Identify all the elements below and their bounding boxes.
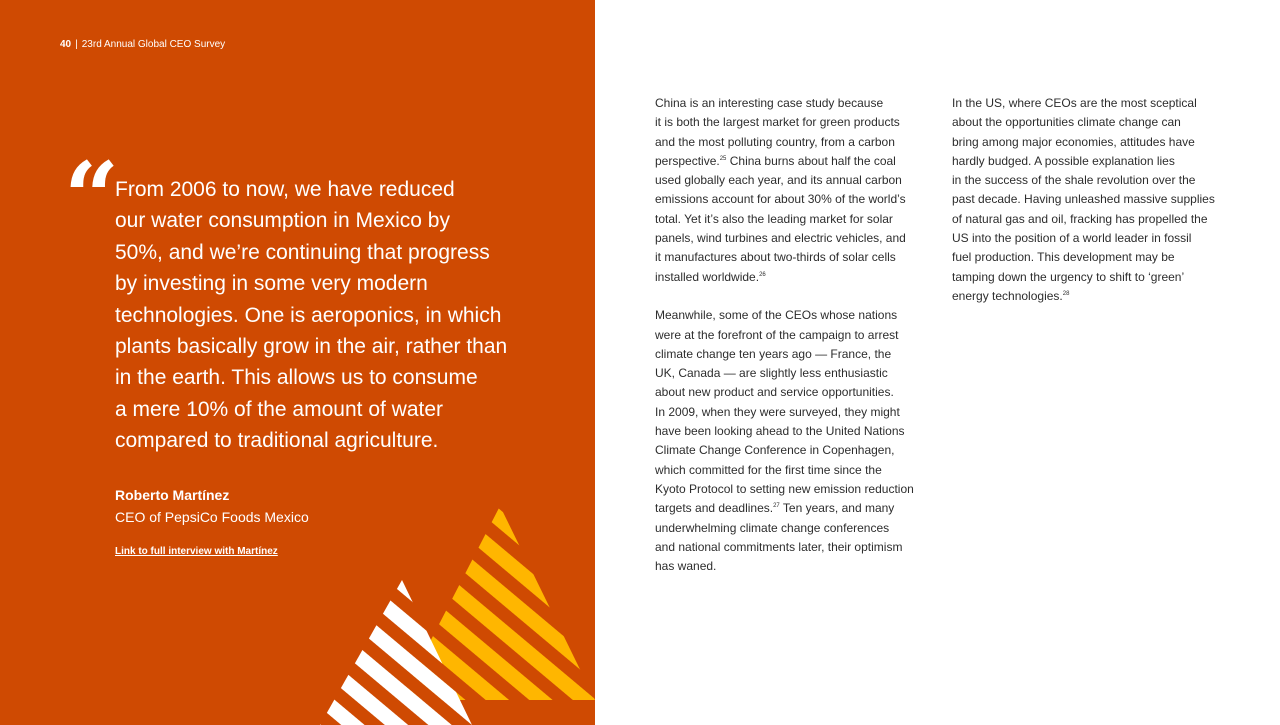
quote-author-name: Roberto Martínez: [115, 487, 230, 503]
text-line: bring among major economies, attitudes have: [952, 134, 1195, 149]
text-line: which committed for the first time since the: [655, 462, 882, 477]
text-column-1: [655, 94, 935, 576]
page-header: [60, 39, 225, 50]
text-line: of natural gas and oil, fracking has propelled the: [952, 211, 1208, 226]
text-line: Meanwhile, some of the CEOs whose nations: [655, 308, 898, 323]
footnote-ref-26[interactable]: 26: [759, 271, 766, 278]
footnote-ref-25[interactable]: 25: [719, 155, 727, 162]
text-line: have been looking ahead to the United Nations: [655, 424, 905, 439]
header-separator: |: [75, 39, 78, 50]
footnote-ref-27[interactable]: 27: [773, 503, 780, 510]
text-line: used globally each year, and its annual carbon: [655, 173, 902, 188]
page-number: 40: [60, 39, 72, 50]
quote-line: a mere 10% of the amount of water: [115, 397, 444, 421]
quote-line: in the earth. This allows us to consume: [115, 366, 478, 390]
text-line: total. Yet it’s also the leading market for solar: [655, 211, 893, 226]
text-line: past decade. Having unleashed massive supplies: [952, 192, 1215, 207]
quote-line: From 2006 to now, we have reduced: [115, 178, 455, 201]
text-line: it manufactures about two-thirds of solar cells: [655, 250, 896, 265]
pull-quote: [115, 174, 525, 457]
paragraph-us: [952, 94, 1242, 306]
text-line: fuel production. This development may be: [952, 250, 1175, 265]
text-line: US into the position of a world leader in fossil: [952, 231, 1192, 246]
footnote-ref-28[interactable]: 28: [1062, 290, 1070, 297]
paragraph-gap: [655, 287, 935, 306]
text-line: Climate Change Conference in Copenhagen,: [655, 443, 895, 458]
text-line: were at the forefront of the campaign to arrest: [655, 327, 899, 342]
paragraph-meanwhile: [655, 306, 935, 576]
text-line: and the most polluting country, from a carbon: [655, 134, 895, 149]
text-line: In 2009, when they were surveyed, they might: [655, 404, 900, 419]
quote-panel: [0, 0, 595, 725]
quote-line: by investing in some very modern: [115, 272, 428, 296]
text-line: China is an interesting case study because: [655, 96, 884, 110]
text-line: in the success of the shale revolution over the: [952, 173, 1196, 188]
text-line: UK, Canada — are slightly less enthusiastic: [655, 366, 888, 381]
text-line: [655, 499, 935, 518]
report-title: 23rd Annual Global CEO Survey: [81, 39, 226, 50]
text-fragment: China burns about half the coal: [726, 153, 896, 168]
quote-line: compared to traditional agriculture.: [115, 429, 439, 453]
text-line: tamping down the urgency to shift to ‘green’: [952, 269, 1185, 284]
full-interview-link[interactable]: Link to full interview with Martínez: [115, 546, 278, 557]
quote-line: plants basically grow in the air, rather than: [115, 335, 508, 359]
quote-author-role: CEO of PepsiCo Foods Mexico: [115, 509, 309, 525]
quote-line: 50%, and we’re continuing that progress: [115, 240, 490, 264]
text-line: about new product and service opportunities.: [655, 385, 894, 400]
text-line: emissions account for about 30% of the world’s: [655, 192, 906, 207]
text-fragment: energy technologies.: [952, 288, 1063, 303]
text-line: panels, wind turbines and electric vehicles, and: [655, 231, 906, 246]
text-line: underwhelming climate change conferences: [655, 520, 890, 535]
text-line: Kyoto Protocol to setting new emission reduction: [655, 481, 914, 496]
text-line: In the US, where CEOs are the most sceptical: [952, 96, 1197, 110]
quote-line: our water consumption in Mexico by: [115, 209, 450, 233]
text-fragment: installed worldwide.: [655, 269, 760, 284]
text-column-2: [952, 94, 1242, 306]
text-fragment: Ten years, and many: [779, 501, 895, 516]
text-line: about the opportunities climate change can: [952, 115, 1181, 130]
paragraph-china: [655, 94, 935, 287]
text-line: [655, 268, 935, 287]
text-line: it is both the largest market for green products: [655, 115, 900, 130]
text-line: [952, 287, 1242, 306]
text-line: and national commitments later, their optimism: [655, 539, 903, 554]
text-line: [655, 152, 935, 171]
text-fragment: perspective.: [655, 153, 720, 168]
text-line: hardly budged. A possible explanation lies: [952, 153, 1175, 168]
quote-line: technologies. One is aeroponics, in which: [115, 303, 502, 327]
text-line: has waned.: [655, 559, 717, 574]
text-line: climate change ten years ago — France, the: [655, 346, 892, 361]
text-fragment: targets and deadlines.: [655, 501, 774, 516]
quote-mark-icon: “: [64, 141, 120, 254]
